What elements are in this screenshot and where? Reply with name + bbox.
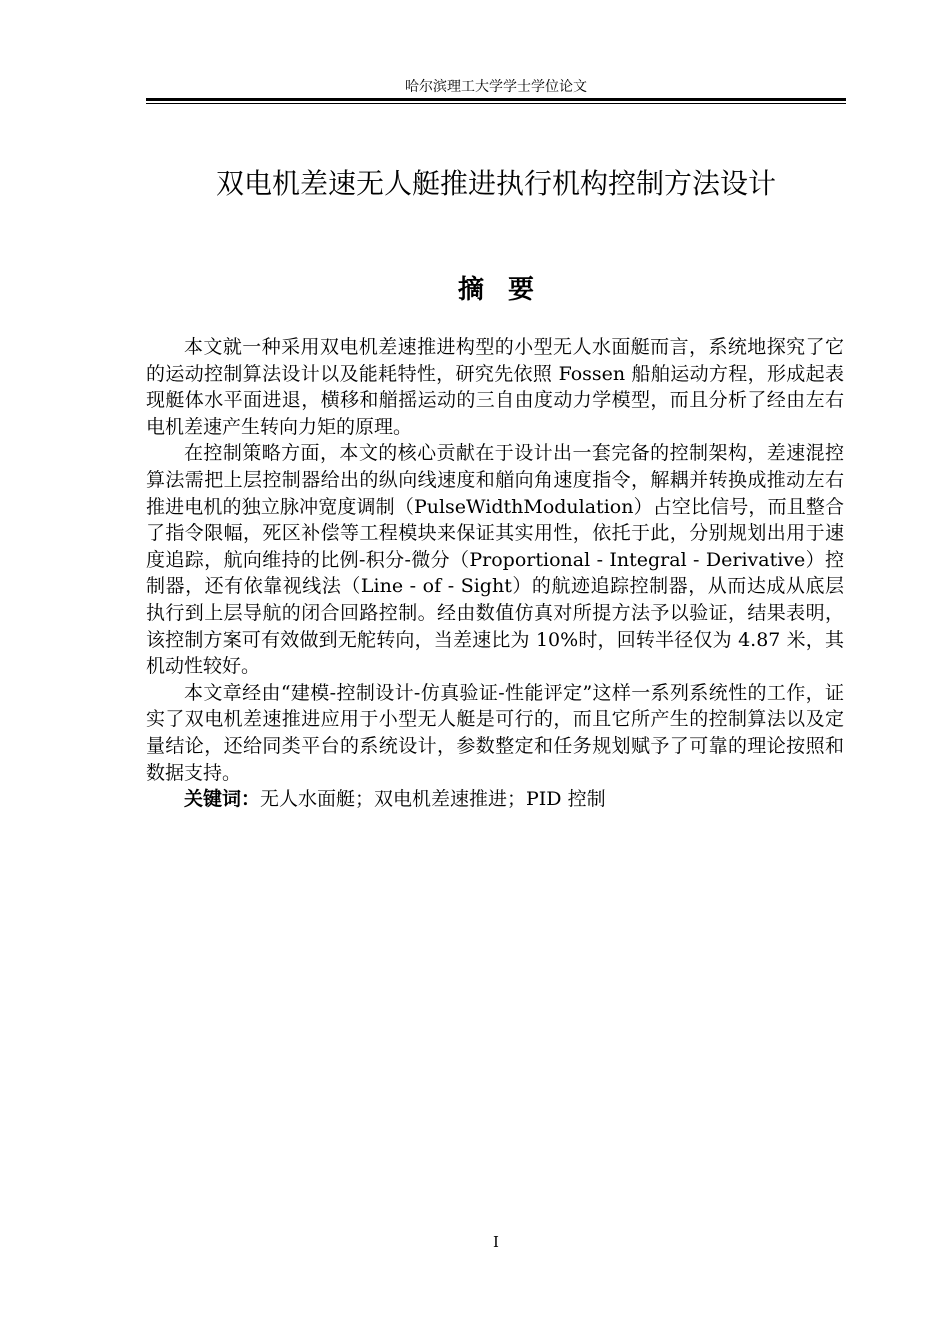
running-header: 哈尔滨理工大学学士学位论文: [405, 79, 587, 95]
thesis-title: 双电机差速无人艇推进执行机构控制方法设计: [215, 167, 776, 200]
header-rule-thin: [146, 103, 846, 104]
abstract-paragraph-2: 在控制策略方面，本文的核心贡献在于设计出一套完备的控制架构，差速混控算法需把上层控制器给出的纵向线速度和艏向角速度指令，解耦并转换成推动左右推进电机的独立脉冲宽度调制（PulseWidthModulation）占空比信号，而且整合了指令限幅，死区补偿等工程模块来保证其实用性，依托于此，分别规划出用于速度追踪，航向维持的比例-积分-微分（Proportional - Integral - Derivative）控制器，还有依靠视线法（Line - of - Sight）的航迹追踪控制器，从而达成从底层执行到上层导航的闭合回路控制。经由数值仿真对所提方法予以验证，结果表明，该控制方案可有效做到无舵转向，当差速比为 10%时，回转半径仅为 4.87 米，其机动性较好。: [146, 442, 844, 678]
keywords-text: 无人水面艇；双电机差速推进；PID 控制: [260, 788, 606, 811]
abstract-body: [146, 334, 844, 813]
abstract-heading: 摘要: [457, 275, 558, 305]
keywords-label: 关键词：: [184, 788, 261, 811]
header-rule-thick: [146, 98, 846, 101]
page-number: I: [493, 1233, 499, 1251]
abstract-paragraph-1: 本文就一种采用双电机差速推进构型的小型无人水面艇而言，系统地探究了它的运动控制算法设计以及能耗特性，研究先依照 Fossen 船舶运动方程，形成起表现艇体水平面进退，横移和艏摇运动的三自由度动力学模型，而且分析了经由左右电机差速产生转向力矩的原理。: [146, 336, 844, 438]
abstract-paragraph-3: 本文章经由“建模-控制设计-仿真验证-性能评定”这样一系列系统性的工作，证实了双电机差速推进应用于小型无人艇是可行的，而且它所产生的控制算法以及定量结论，还给同类平台的系统设计，参数整定和任务规划赋予了可靠的理论按照和数据支持。: [146, 681, 844, 784]
keywords-line: [146, 786, 844, 813]
